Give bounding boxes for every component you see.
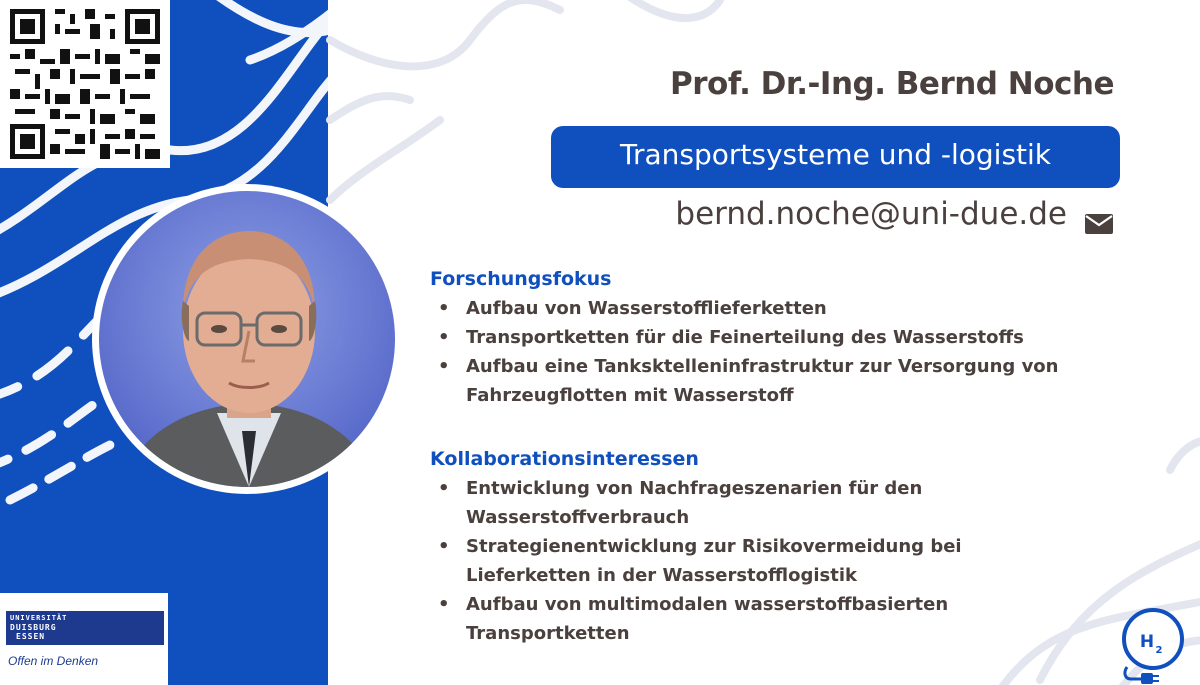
- badge-subscript: 2: [1155, 645, 1163, 656]
- research-list: [438, 294, 1138, 410]
- list-item: • Entwicklung von Nachfrageszenarien für den Wasserstoffverbrauch: [438, 474, 1058, 532]
- list-item: • Aufbau von multimodalen wasserstoffbasierten Transportketten: [438, 590, 1058, 648]
- department-label: Transportsysteme und -logistik: [619, 138, 1052, 171]
- logo-line-1: UNIVERSITÄT: [10, 614, 68, 622]
- qr-code[interactable]: [0, 0, 170, 168]
- department-badge: [551, 126, 1120, 188]
- logo-line-2: DUISBURG: [10, 623, 57, 632]
- list-item: • Aufbau eine Tanksktelleninfrastruktur zur Versorgung von Fahrzeugflotten mit Wasserstoff: [438, 352, 1138, 410]
- research-heading: Forschungsfokus: [430, 268, 612, 290]
- qr-code-icon: [10, 8, 160, 160]
- logo-line-3: ESSEN: [16, 632, 46, 641]
- collaboration-list: [438, 474, 1058, 648]
- envelope-icon[interactable]: [1085, 214, 1113, 234]
- hydrogen-plug-icon: [1117, 607, 1191, 685]
- person-name: Prof. Dr.-Ing. Bernd Noche: [670, 66, 1114, 102]
- email-address[interactable]: bernd.noche@uni-due.de: [675, 196, 1067, 232]
- list-item: • Aufbau von Wasserstofflieferketten: [438, 294, 1138, 323]
- logo-slogan: Offen im Denken: [8, 654, 99, 668]
- list-item: • Transportketten für die Feinerteilung des Wasserstoffs: [438, 323, 1138, 352]
- list-item: • Strategienentwicklung zur Risikovermeidung bei Lieferketten in der Wasserstofflogistik: [438, 532, 1058, 590]
- badge-label: H: [1139, 632, 1155, 652]
- collaboration-heading: Kollaborationsinteressen: [430, 448, 699, 470]
- portrait-photo: [99, 191, 395, 487]
